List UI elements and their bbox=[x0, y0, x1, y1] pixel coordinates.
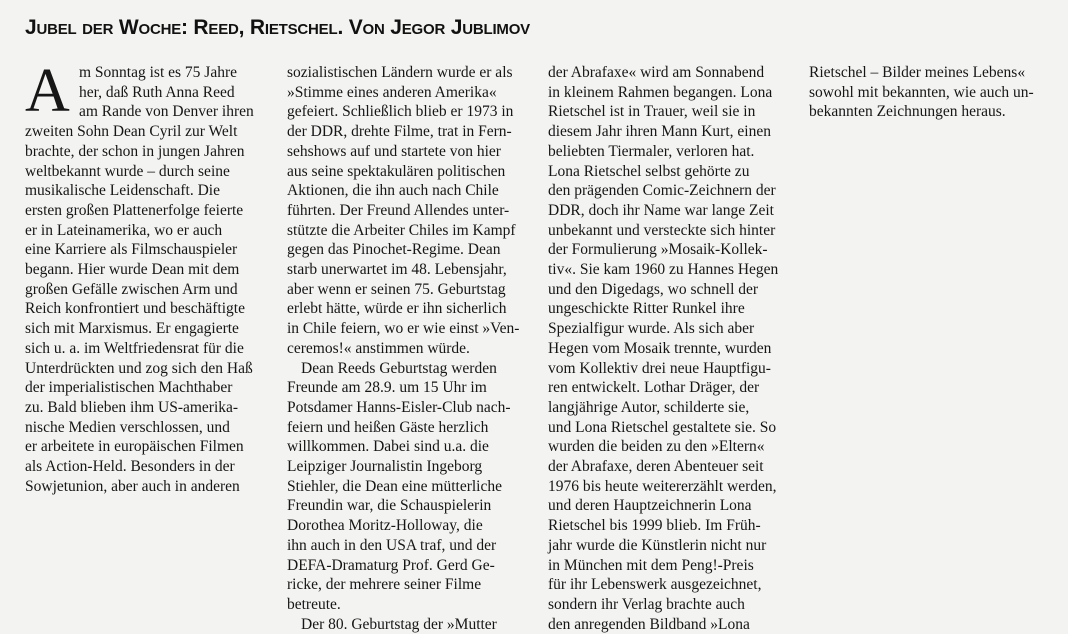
text-line: 1976 bis heute weitererzählt werden, bbox=[548, 477, 777, 495]
text-line: langjährige Autor, schilderte sie, bbox=[548, 398, 750, 416]
text-line: Rietschel ist in Trauer, weil sie in bbox=[548, 103, 756, 121]
text-line: ungeschickte Ritter Runkel ihre bbox=[548, 300, 745, 318]
text-line: nische Medien verschlossen, und bbox=[25, 418, 230, 436]
text-line: ceremos!« anstimmen würde. bbox=[287, 339, 470, 357]
text-line: sozialistischen Ländern wurde er als bbox=[287, 64, 513, 81]
text-line: der DDR, drehte Filme, trat in Fern- bbox=[287, 123, 512, 141]
text-line: den prägenden Comic-Zeichnern der bbox=[548, 182, 776, 200]
text-line: sehshows auf und startete von hier bbox=[287, 142, 501, 160]
text-line: Reich konfrontiert und beschäftigte bbox=[25, 300, 245, 318]
text-line: zu. Bald blieben ihm US-amerika- bbox=[25, 398, 239, 416]
text-line: als Action-Held. Besonders in der bbox=[25, 458, 235, 476]
text-line: brachte, der schon in jungen Jahren bbox=[25, 142, 245, 160]
text-line: ren entwickelt. Lothar Dräger, der bbox=[548, 379, 760, 397]
text-line: vom Kollektiv drei neue Hauptfigu- bbox=[548, 359, 771, 377]
text-line: der Abrafaxe, deren Abenteuer seit bbox=[548, 458, 764, 476]
text-line: bekannten Zeichnungen heraus. bbox=[809, 103, 1006, 121]
text-line: aus seine spektakulären politischen bbox=[287, 162, 506, 180]
text-line: gegen das Pinochet-Regime. Dean bbox=[287, 241, 501, 259]
text-line: sich u. a. im Weltfriedensrat für die bbox=[25, 339, 244, 357]
text-line: Dorothea Moritz-Holloway, die bbox=[287, 517, 483, 535]
text-line: ihn auch in den USA traf, und der bbox=[287, 536, 497, 554]
text-line: beliebten Tiermaler, verloren hat. bbox=[548, 142, 755, 160]
text-line: ricke, der mehrere seiner Filme bbox=[287, 576, 482, 594]
text-line: unbekannt und versteckte sich hinter bbox=[548, 221, 776, 239]
text-line: Freundin war, die Schauspielerin bbox=[287, 497, 492, 515]
text-line: betreute. bbox=[287, 595, 341, 613]
text-line: Freunde am 28.9. um 15 Uhr im bbox=[287, 379, 487, 397]
text-line: der Abrafaxe« wird am Sonnabend bbox=[548, 64, 765, 81]
text-line: Dean Reeds Geburtstag werden bbox=[301, 359, 497, 377]
text-line: wurden die beiden zu den »Eltern« bbox=[548, 438, 765, 456]
text-line: diesem Jahr ihren Mann Kurt, einen bbox=[548, 123, 771, 141]
text-line: aber wenn er seinen 75. Geburtstag bbox=[287, 280, 506, 298]
text-line: in München mit dem Peng!-Preis bbox=[548, 556, 754, 574]
text-line: Rietschel – Bilder meines Lebens« bbox=[809, 64, 1026, 81]
text-line: jahr wurde die Künstlerin nicht nur bbox=[548, 536, 767, 554]
text-line: Hegen vom Mosaik trennte, wurden bbox=[548, 339, 772, 357]
text-line: großen Gefälle zwischen Arm und bbox=[25, 280, 238, 298]
text-line: m Sonntag ist es 75 Jahre bbox=[79, 64, 237, 81]
article-headline: Jubel der Woche: Reed, Rietschel. Von Jegor Jublimov bbox=[25, 16, 530, 39]
text-line: in kleinem Rahmen begangen. Lona bbox=[548, 83, 773, 101]
text-line: sowohl mit bekannten, wie auch un- bbox=[809, 83, 1034, 101]
text-line: »Stimme eines anderen Amerika« bbox=[287, 83, 497, 101]
text-line: Unterdrückten und zog sich den Haß bbox=[25, 359, 253, 377]
text-line: feiern und heißen Gäste herzlich bbox=[287, 418, 489, 436]
text-line: erlebt hätte, würde er ihn sicherlich bbox=[287, 300, 507, 318]
text-line: sich mit Marxismus. Er engagierte bbox=[25, 320, 239, 338]
article-column-3 bbox=[548, 63, 784, 634]
text-line: ersten großen Plattenerfolge feierte bbox=[25, 201, 244, 219]
text-line: Lona Rietschel selbst gehörte zu bbox=[548, 162, 750, 180]
text-line: den anregenden Bildband »Lona bbox=[548, 615, 750, 633]
text-line: der imperialistischen Machthaber bbox=[25, 379, 233, 397]
text-line: und deren Hauptzeichnerin Lona bbox=[548, 497, 752, 515]
text-line: für ihr Lebenswerk ausgezeichnet, bbox=[548, 576, 762, 594]
text-line: und den Digedags, wo schnell der bbox=[548, 280, 759, 298]
text-line: Aktionen, die ihn auch nach Chile bbox=[287, 182, 499, 200]
text-line: DEFA-Dramaturg Prof. Gerd Ge- bbox=[287, 556, 495, 574]
article-column-2 bbox=[287, 63, 523, 634]
drop-cap: A bbox=[25, 57, 70, 125]
text-line: her, daß Ruth Anna Reed bbox=[79, 83, 235, 101]
text-line: und Lona Rietschel gestaltete sie. So bbox=[548, 418, 777, 436]
text-line: zweiten Sohn Dean Cyril zur Welt bbox=[25, 123, 238, 141]
text-line: musikalische Leidenschaft. Die bbox=[25, 182, 220, 200]
text-line: begann. Hier wurde Dean mit dem bbox=[25, 261, 240, 279]
text-line: Spezialfigur wurde. Als sich aber bbox=[548, 320, 755, 338]
text-line: Potsdamer Hanns-Eisler-Club nach- bbox=[287, 398, 511, 416]
text-line: Rietschel bis 1999 blieb. Im Früh- bbox=[548, 517, 761, 535]
text-line: DDR, doch ihr Name war lange Zeit bbox=[548, 201, 774, 219]
text-line: eine Karriere als Filmschauspieler bbox=[25, 241, 238, 259]
text-line: am Rande von Denver ihren bbox=[79, 103, 254, 121]
text-line: sondern ihr Verlag brachte auch bbox=[548, 595, 745, 613]
text-line: der Formulierung »Mosaik-Kollek- bbox=[548, 241, 768, 259]
text-line: tiv«. Sie kam 1960 zu Hannes Hegen bbox=[548, 261, 779, 279]
text-line: er in Lateinamerika, wo er auch bbox=[25, 221, 223, 239]
text-line: willkommen. Dabei sind u.a. die bbox=[287, 438, 489, 456]
text-line: in Chile feiern, wo er wie einst »Ven- bbox=[287, 320, 520, 338]
text-line: er arbeitete in europäischen Filmen bbox=[25, 438, 244, 456]
text-line: gefeiert. Schließlich blieb er 1973 in bbox=[287, 103, 514, 121]
text-line: starb unerwartet im 48. Lebensjahr, bbox=[287, 261, 507, 279]
text-line: weltbekannt wurde – durch seine bbox=[25, 162, 230, 180]
article-column-4 bbox=[809, 63, 1045, 122]
article-column-1 bbox=[25, 57, 261, 496]
text-line: Stiehler, die Dean eine mütterliche bbox=[287, 477, 503, 495]
text-line: Sowjetunion, aber auch in anderen bbox=[25, 477, 240, 495]
text-line: Leipziger Journalistin Ingeborg bbox=[287, 458, 483, 476]
text-line: stützte die Arbeiter Chiles im Kampf bbox=[287, 221, 516, 239]
text-line: Der 80. Geburtstag der »Mutter bbox=[301, 615, 497, 633]
text-line: führten. Der Freund Allendes unter- bbox=[287, 201, 510, 219]
